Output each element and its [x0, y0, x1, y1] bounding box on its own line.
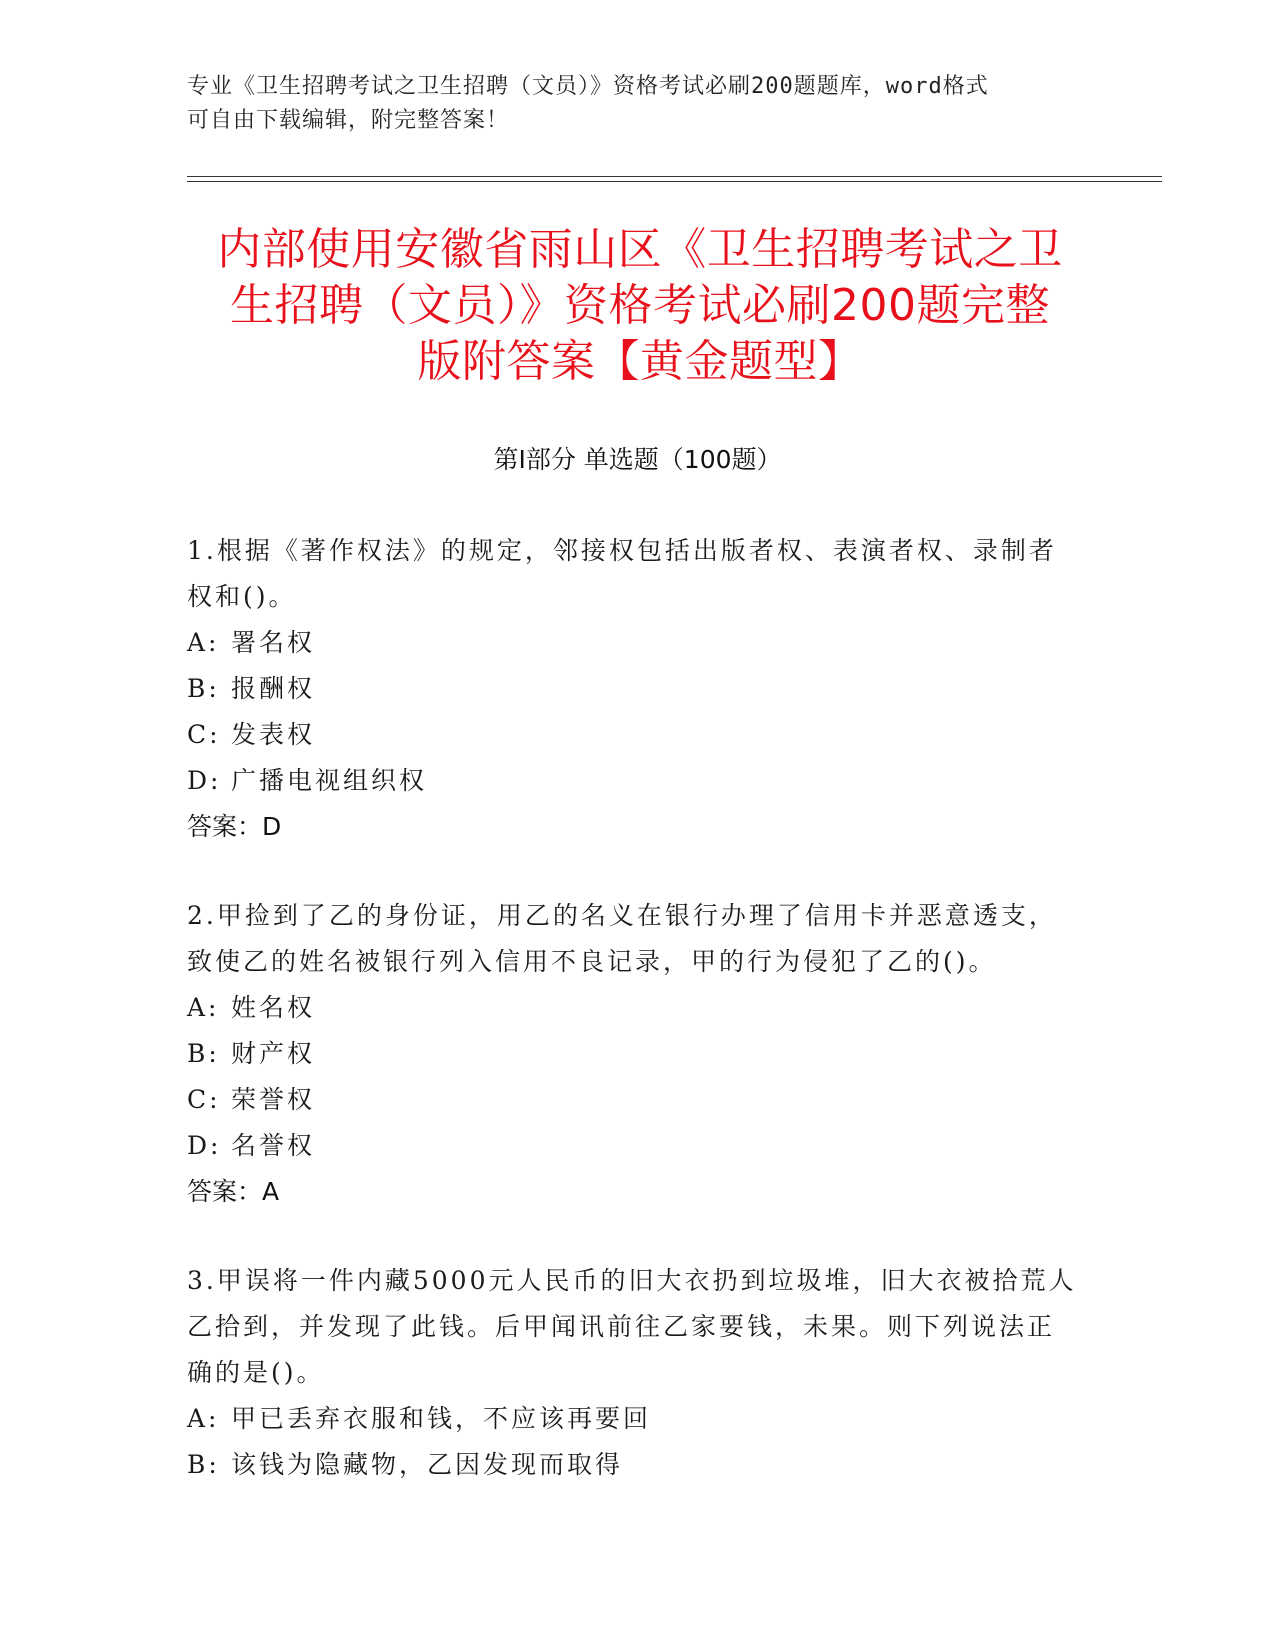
question-option — [187, 758, 1082, 804]
header-divider-top — [187, 176, 1162, 177]
question-option — [187, 1442, 1082, 1488]
option-key: C: — [187, 1085, 221, 1114]
question-option — [187, 1123, 1082, 1169]
header-note-line-2: 可自由下载编辑，附完整答案！ — [187, 108, 510, 133]
question-stem: 3.甲误将一件内藏5000元人民币的旧大衣扔到垃圾堆，旧大衣被拾荒人乙拾到，并发现了此钱。后甲闻讯前往乙家要钱，未果。则下列说法正确的是()。 — [187, 1266, 1077, 1387]
question-list — [187, 528, 1082, 1531]
question-answer: 答案：A — [187, 1177, 280, 1206]
question-item — [187, 893, 1082, 1215]
question-option — [187, 1077, 1082, 1123]
option-text: 广播电视组织权 — [231, 766, 428, 795]
question-stem: 1.根据《著作权法》的规定，邻接权包括出版者权、表演者权、录制者权和()。 — [187, 536, 1057, 611]
question-option — [187, 1031, 1082, 1077]
document-title — [190, 222, 1090, 390]
option-text: 该钱为隐藏物，乙因发现而取得 — [231, 1450, 624, 1479]
option-key: A: — [187, 628, 220, 657]
question-answer: 答案：D — [187, 812, 282, 841]
question-stem: 2.甲捡到了乙的身份证，用乙的名义在银行办理了信用卡并恶意透支，致使乙的姓名被银行列入信用不良记录，甲的行为侵犯了乙的()。 — [187, 901, 1057, 976]
header-divider-bottom — [187, 181, 1162, 182]
question-option — [187, 666, 1082, 712]
question-option — [187, 985, 1082, 1031]
option-text: 甲已丢弃衣服和钱，不应该再要回 — [231, 1404, 652, 1433]
option-key: A: — [187, 993, 220, 1022]
section-heading: 第Ⅰ部分 单选题（100题） — [493, 445, 782, 474]
option-text: 荣誉权 — [231, 1085, 316, 1114]
option-key: D: — [187, 766, 222, 795]
title-line-1: 内部使用安徽省雨山区《卫生招聘考试之卫 — [217, 224, 1063, 275]
option-key: B: — [187, 1039, 220, 1068]
option-text: 发表权 — [231, 720, 316, 749]
question-item — [187, 528, 1082, 850]
option-key: A: — [187, 1404, 220, 1433]
option-text: 报酬权 — [231, 674, 316, 703]
question-item — [187, 1258, 1082, 1488]
header-note — [187, 70, 1087, 138]
header-note-line-1: 专业《卫生招聘考试之卫生招聘（文员）》资格考试必刷200题题库，word格式 — [187, 74, 989, 99]
option-text: 名誉权 — [231, 1131, 316, 1160]
option-text: 姓名权 — [231, 993, 316, 1022]
question-option — [187, 620, 1082, 666]
question-option — [187, 1396, 1082, 1442]
option-text: 署名权 — [231, 628, 316, 657]
option-key: D: — [187, 1131, 222, 1160]
question-option — [187, 712, 1082, 758]
option-key: B: — [187, 1450, 220, 1479]
title-line-3: 版附答案【黄金题型】 — [417, 336, 863, 387]
title-line-2: 生招聘（文员）》资格考试必刷200题完整 — [230, 280, 1050, 331]
option-text: 财产权 — [231, 1039, 316, 1068]
option-key: C: — [187, 720, 221, 749]
option-key: B: — [187, 674, 220, 703]
